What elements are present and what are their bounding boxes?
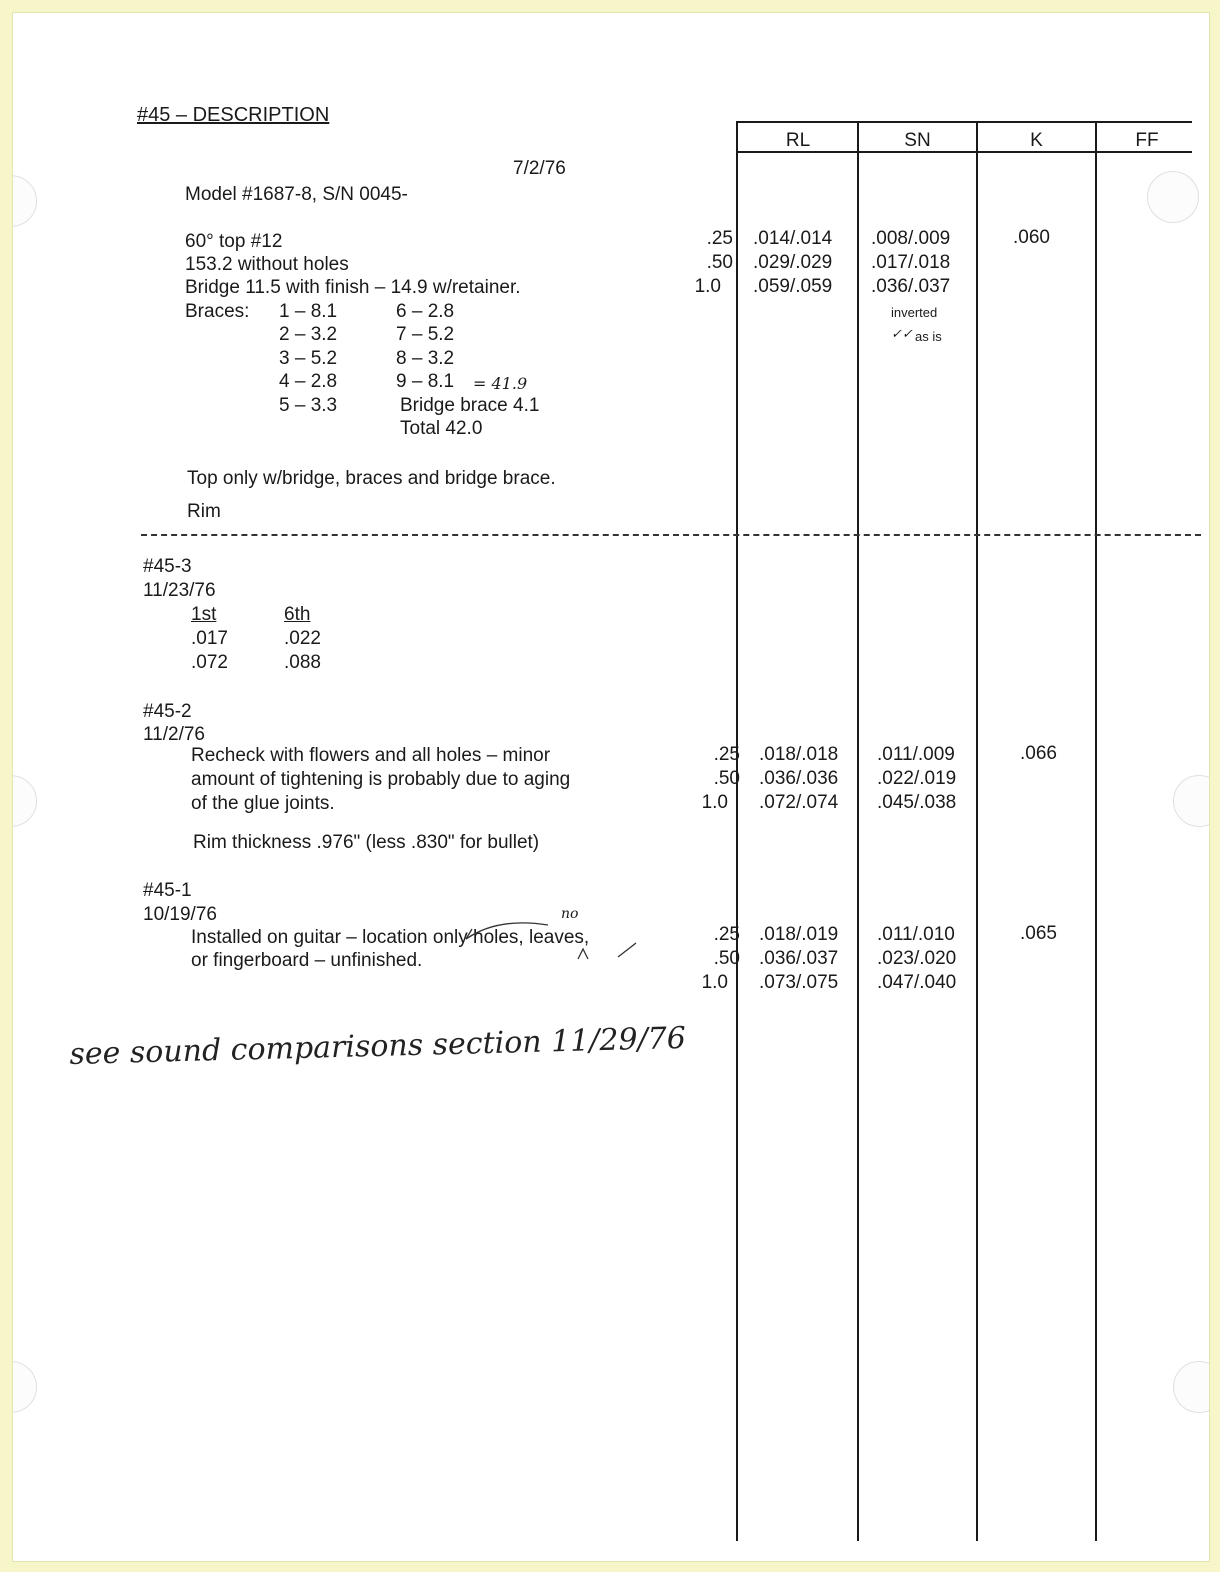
page-title: #45 – DESCRIPTION [137,104,330,126]
braces-label: Braces: [185,301,250,322]
load-value: .25 [713,924,740,945]
section-id: #45-3 [143,556,192,577]
handwritten-footnote: see sound comparisons section 11/29/76 [69,1020,687,1072]
brace-value: 7 – 5.2 [396,324,455,345]
rl-value: .018/.019 [759,924,839,945]
punch-hole [12,1361,37,1413]
column-header-rl: RL [785,130,811,151]
brace-value: 4 – 2.8 [279,371,338,392]
description-line: Top only w/bridge, braces and bridge brace. [187,468,556,489]
column-header-k: K [1030,130,1043,151]
punch-hole [1147,171,1199,223]
brace-value: 9 – 8.1 [396,371,455,392]
load-value: .25 [713,744,740,765]
sn-value: .011/.009 [877,744,955,765]
load-value: .50 [713,948,740,969]
load-value: 1.0 [701,972,728,993]
k-value: .066 [1020,743,1057,764]
handwritten-insert: no [561,906,579,922]
description-line: Bridge 11.5 with finish – 14.9 w/retainer. [185,277,521,298]
brace-value: 8 – 3.2 [396,348,455,369]
column-label: 1st [191,604,217,625]
load-value: .50 [713,768,740,789]
model-line: Model #1687-8, S/N 0045- [185,184,408,205]
document-page [12,12,1210,1562]
section-divider [141,534,1201,536]
description-line: Recheck with flowers and all holes – minor [191,745,551,766]
measure-value: .017 [191,628,228,649]
description-line: 153.2 without holes [185,254,349,275]
description-line: or fingerboard – unfinished. [191,950,423,971]
description-line: amount of tightening is probably due to aging [191,769,571,790]
description-line: Installed on guitar – location only holes, leaves, [191,927,590,948]
bridge-brace: Bridge brace 4.1 [400,395,540,416]
measure-value: .022 [284,628,321,649]
column-header-top-rule [736,121,1192,123]
sn-note: inverted [891,305,938,320]
measure-value: .088 [284,652,321,673]
description-line: 60° top #12 [185,231,283,252]
column-divider [736,121,738,1541]
measure-value: .072 [191,652,228,673]
sn-note: as is [915,329,942,344]
rl-value: .072/.074 [759,792,839,813]
sn-value: .008/.009 [871,228,951,249]
punch-hole [12,175,37,227]
column-label: 6th [284,604,311,625]
sn-value: .023/.020 [877,948,957,969]
k-value: .065 [1020,923,1057,944]
description-line: of the glue joints. [191,793,335,814]
section-id: #45-2 [143,701,192,722]
rl-value: .059/.059 [753,276,833,297]
brace-value: 2 – 3.2 [279,324,338,345]
load-value: 1.0 [694,276,721,297]
load-value: .50 [706,252,733,273]
brace-value: 6 – 2.8 [396,301,455,322]
rim-label: Rim [187,501,221,522]
column-header-sn: SN [904,130,931,151]
column-header-ff: FF [1135,130,1159,151]
column-divider [857,121,859,1541]
rl-value: .014/.014 [753,228,833,249]
brace-value: 3 – 5.2 [279,348,338,369]
section-date: 10/19/76 [143,904,217,925]
rl-value: .018/.018 [759,744,839,765]
brace-value: 1 – 8.1 [279,301,338,322]
sn-value: .011/.010 [877,924,955,945]
sn-value: .047/.040 [877,972,957,993]
section-date: 7/2/76 [513,158,566,179]
rl-value: .036/.036 [759,768,839,789]
sn-value: .045/.038 [877,792,957,813]
handwritten-brace-sum: = 41.9 [473,374,528,393]
sn-value: .022/.019 [877,768,957,789]
section-date: 11/2/76 [143,724,205,745]
punch-hole [12,775,37,827]
checkmark-icon: ✓✓ [891,327,913,342]
handwritten-insert-arrow [458,909,658,965]
sn-value: .036/.037 [871,276,951,297]
load-value: 1.0 [701,792,728,813]
punch-hole [1173,775,1210,827]
column-divider [1095,121,1097,1541]
brace-value: 5 – 3.3 [279,395,338,416]
load-value: .25 [706,228,733,249]
section-date: 11/23/76 [143,580,216,601]
punch-hole [1173,1361,1210,1413]
rim-thickness: Rim thickness .976" (less .830" for bullet) [193,832,540,853]
sn-value: .017/.018 [871,252,951,273]
rl-value: .036/.037 [759,948,839,969]
braces-total: Total 42.0 [400,418,483,439]
rl-value: .073/.075 [759,972,839,993]
k-value: .060 [1013,227,1050,248]
section-id: #45-1 [143,880,192,901]
rl-value: .029/.029 [753,252,833,273]
column-divider [976,121,978,1541]
